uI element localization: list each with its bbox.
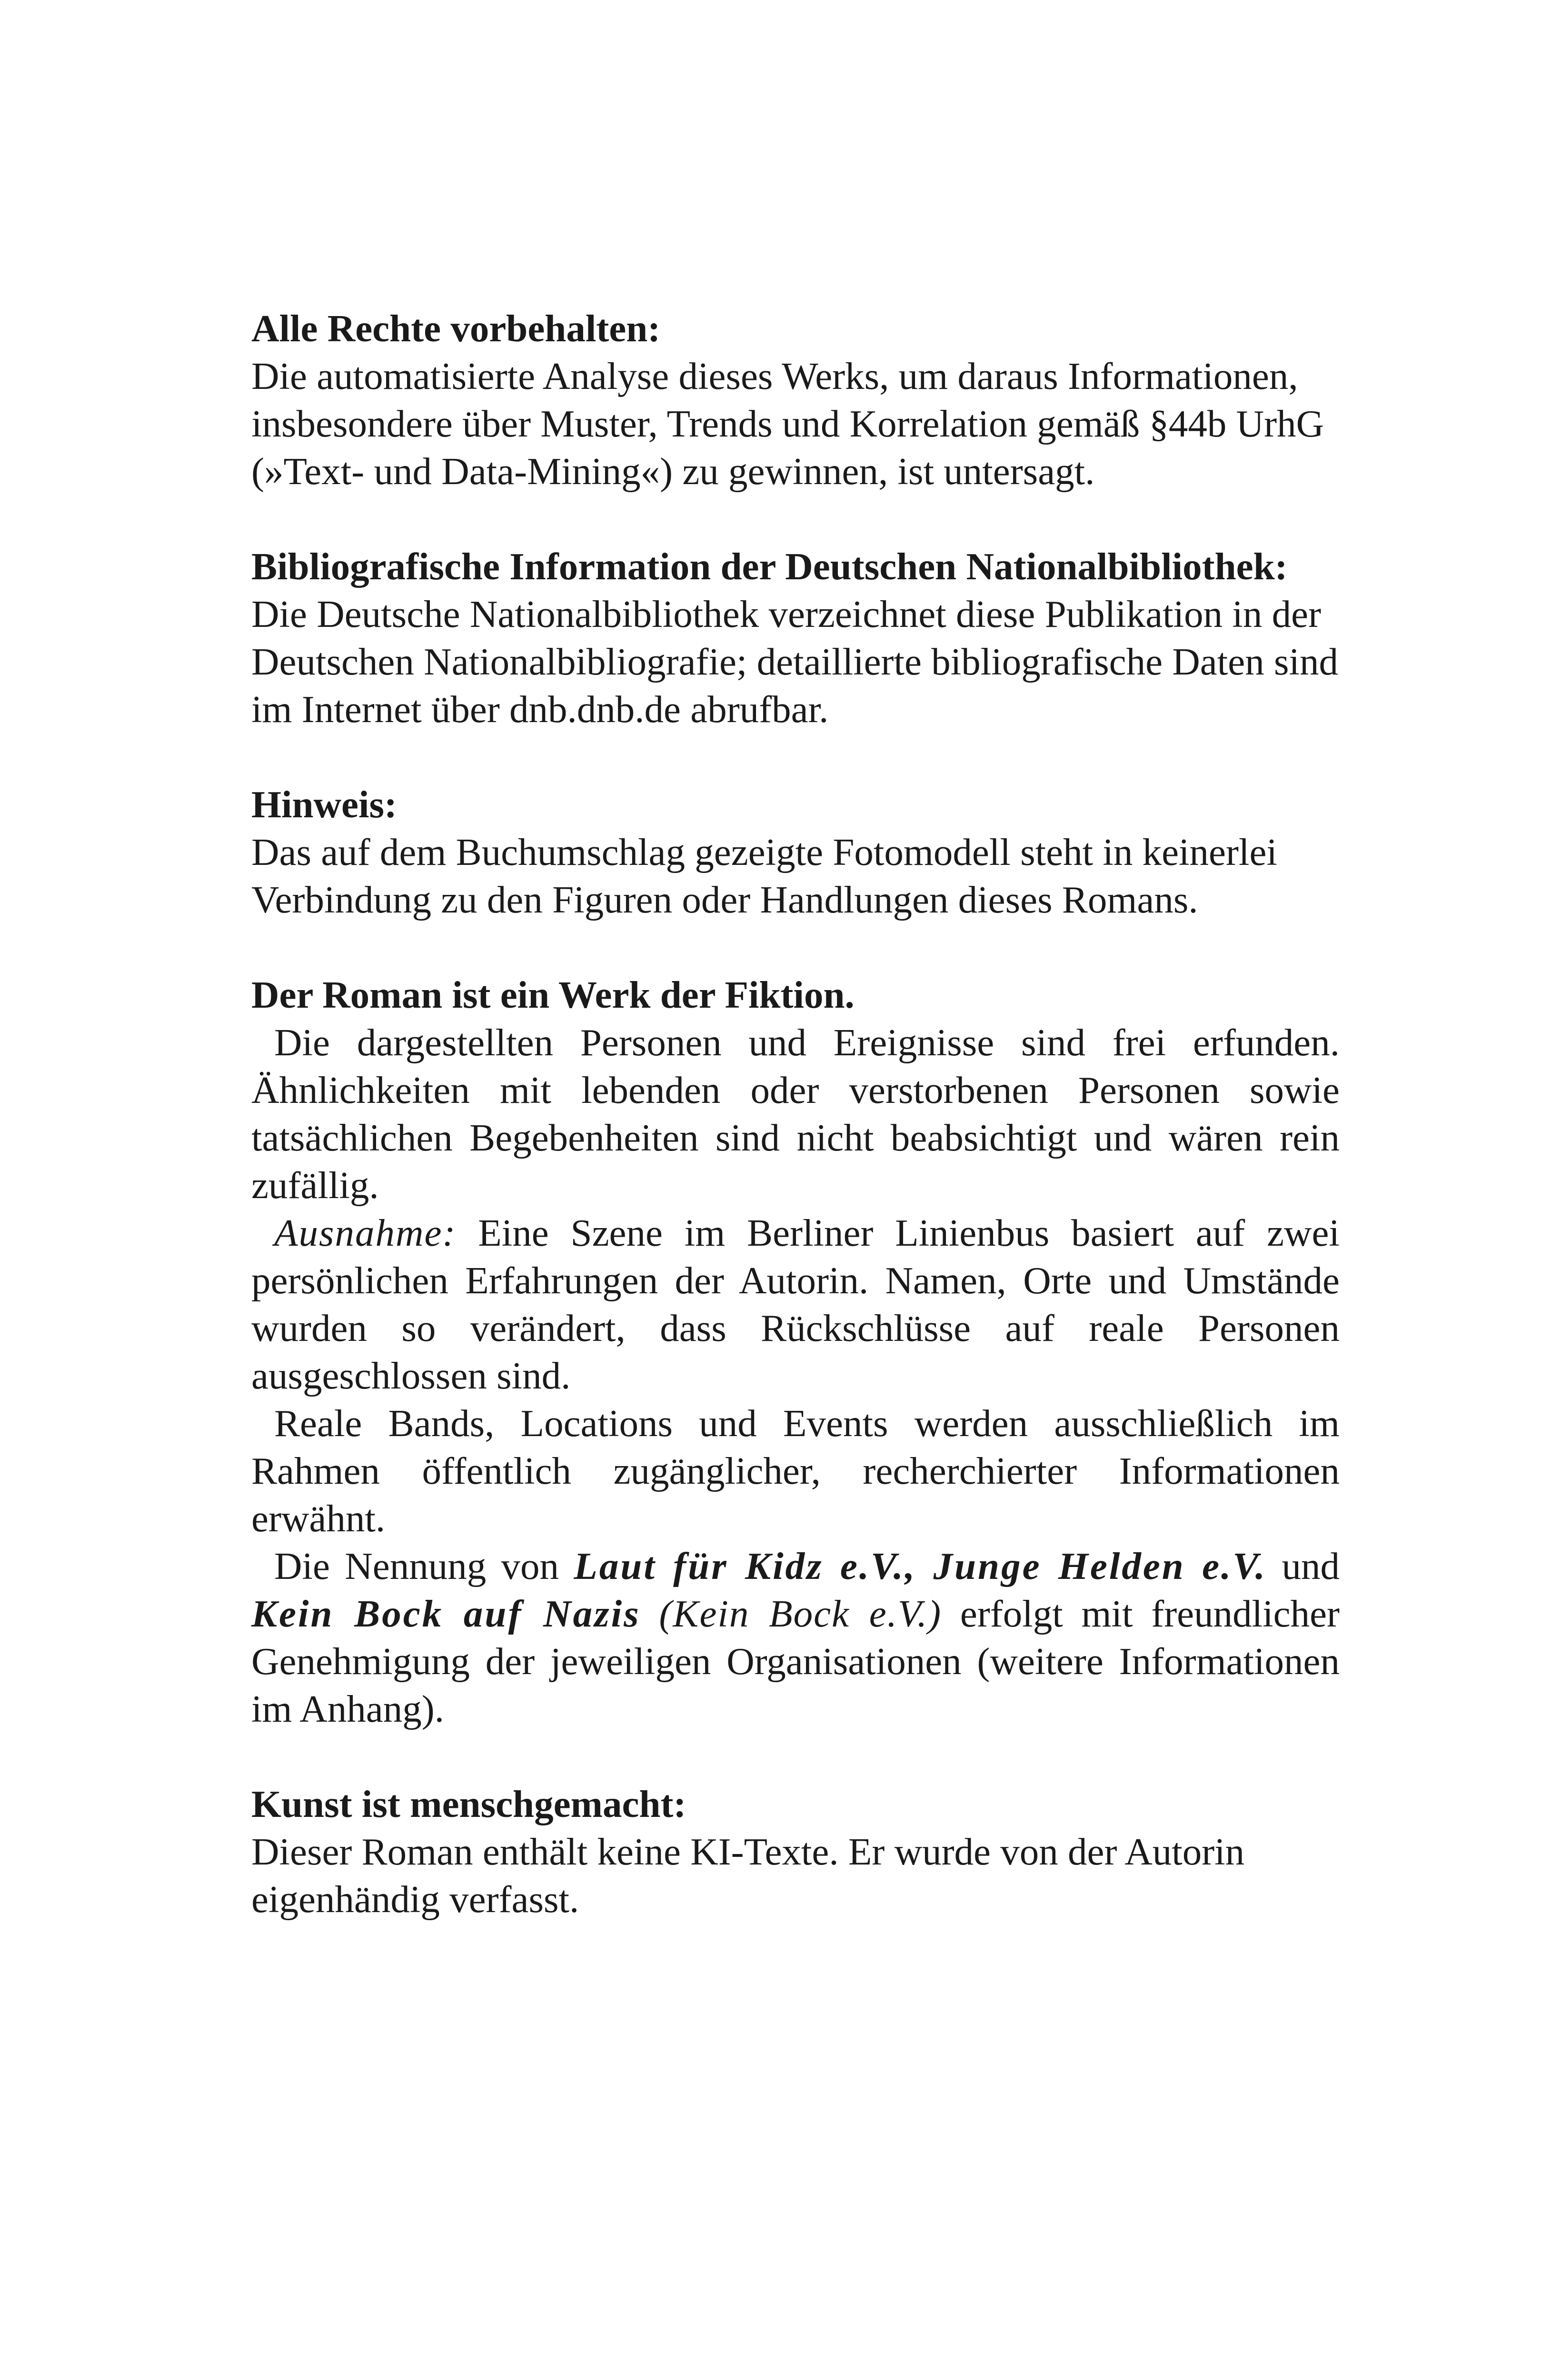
human-art-section [251, 1780, 1340, 1923]
fiction-section [251, 971, 1340, 1733]
rights-text: Die automatisierte Analyse dieses Werks, um daraus Informationen, insbesondere über Muster, Trends und Korrelation gemäß §44b UrhG (»Text- und Data-Mining«) zu gewinnen, ist untersagt. [251, 355, 1324, 493]
exception-label: Ausnahme: [274, 1211, 457, 1254]
fiction-paragraph-4 [251, 1542, 1340, 1733]
credits-text-c [641, 1592, 659, 1635]
fiction-paragraph-2 [251, 1209, 1340, 1399]
imprint-page [251, 305, 1340, 1971]
fiction-paragraph-3: Reale Bands, Locations und Events werden ausschließlich im Rahmen öffentlich zugänglicher, recherchierter Informationen erwähnt. [251, 1402, 1340, 1540]
human-art-text: Dieser Roman enthält keine KI-Texte. Er wurde von der Autorin eigenhändig verfasst. [251, 1830, 1245, 1921]
fiction-paragraph-1: Die dargestellten Personen und Ereignisse sind frei erfunden. Ähnlichkeiten mit lebenden oder verstorbenen Personen sowie tatsächlichen Begebenheiten sind nicht beabsichtigt und wären rein zufällig. [251, 1021, 1340, 1207]
human-art-heading: Kunst ist menschgemacht: [251, 1783, 686, 1825]
fiction-heading: Der Roman ist ein Werk der Fiktion. [251, 973, 855, 1016]
org-name-2-alias: (Kein Bock e.V.) [659, 1592, 942, 1635]
credits-text-d: erfolgt mit freundlicher Genehmigung der jeweiligen Organisationen (weitere Informationen im Anhang). [251, 1592, 1340, 1730]
credits-text-a: Die Nennung von [274, 1545, 574, 1587]
bibliography-text: Die Deutsche Nationalbibliothek verzeichnet diese Publikation in der Deutschen Nationalbibliografie; detaillierte bibliografische Daten sind im Internet über dnb.dnb.de abrufbar. [251, 593, 1338, 731]
org-name-2: Kein Bock auf Nazis [251, 1592, 641, 1635]
rights-section [251, 305, 1340, 495]
bibliography-section [251, 543, 1340, 733]
notice-text: Das auf dem Buchumschlag gezeigte Fotomodell steht in keinerlei Verbindung zu den Figuren oder Handlungen dieses Romans. [251, 831, 1277, 921]
org-names-1: Laut für Kidz e.V., Junge Helden e.V. [574, 1545, 1267, 1587]
exception-text: Eine Szene im Berliner Linienbus basiert auf zwei persönlichen Erfahrungen der Autorin. Namen, Orte und Umstände wurden so verändert, dass Rückschlüsse auf reale Personen ausgeschlossen sind. [251, 1211, 1340, 1397]
notice-heading: Hinweis: [251, 783, 398, 826]
bibliography-heading: Bibliografische Information der Deutschen Nationalbibliothek: [251, 545, 1288, 588]
notice-section [251, 781, 1340, 923]
credits-text-b: und [1267, 1545, 1340, 1587]
rights-heading: Alle Rechte vorbehalten: [251, 307, 661, 350]
